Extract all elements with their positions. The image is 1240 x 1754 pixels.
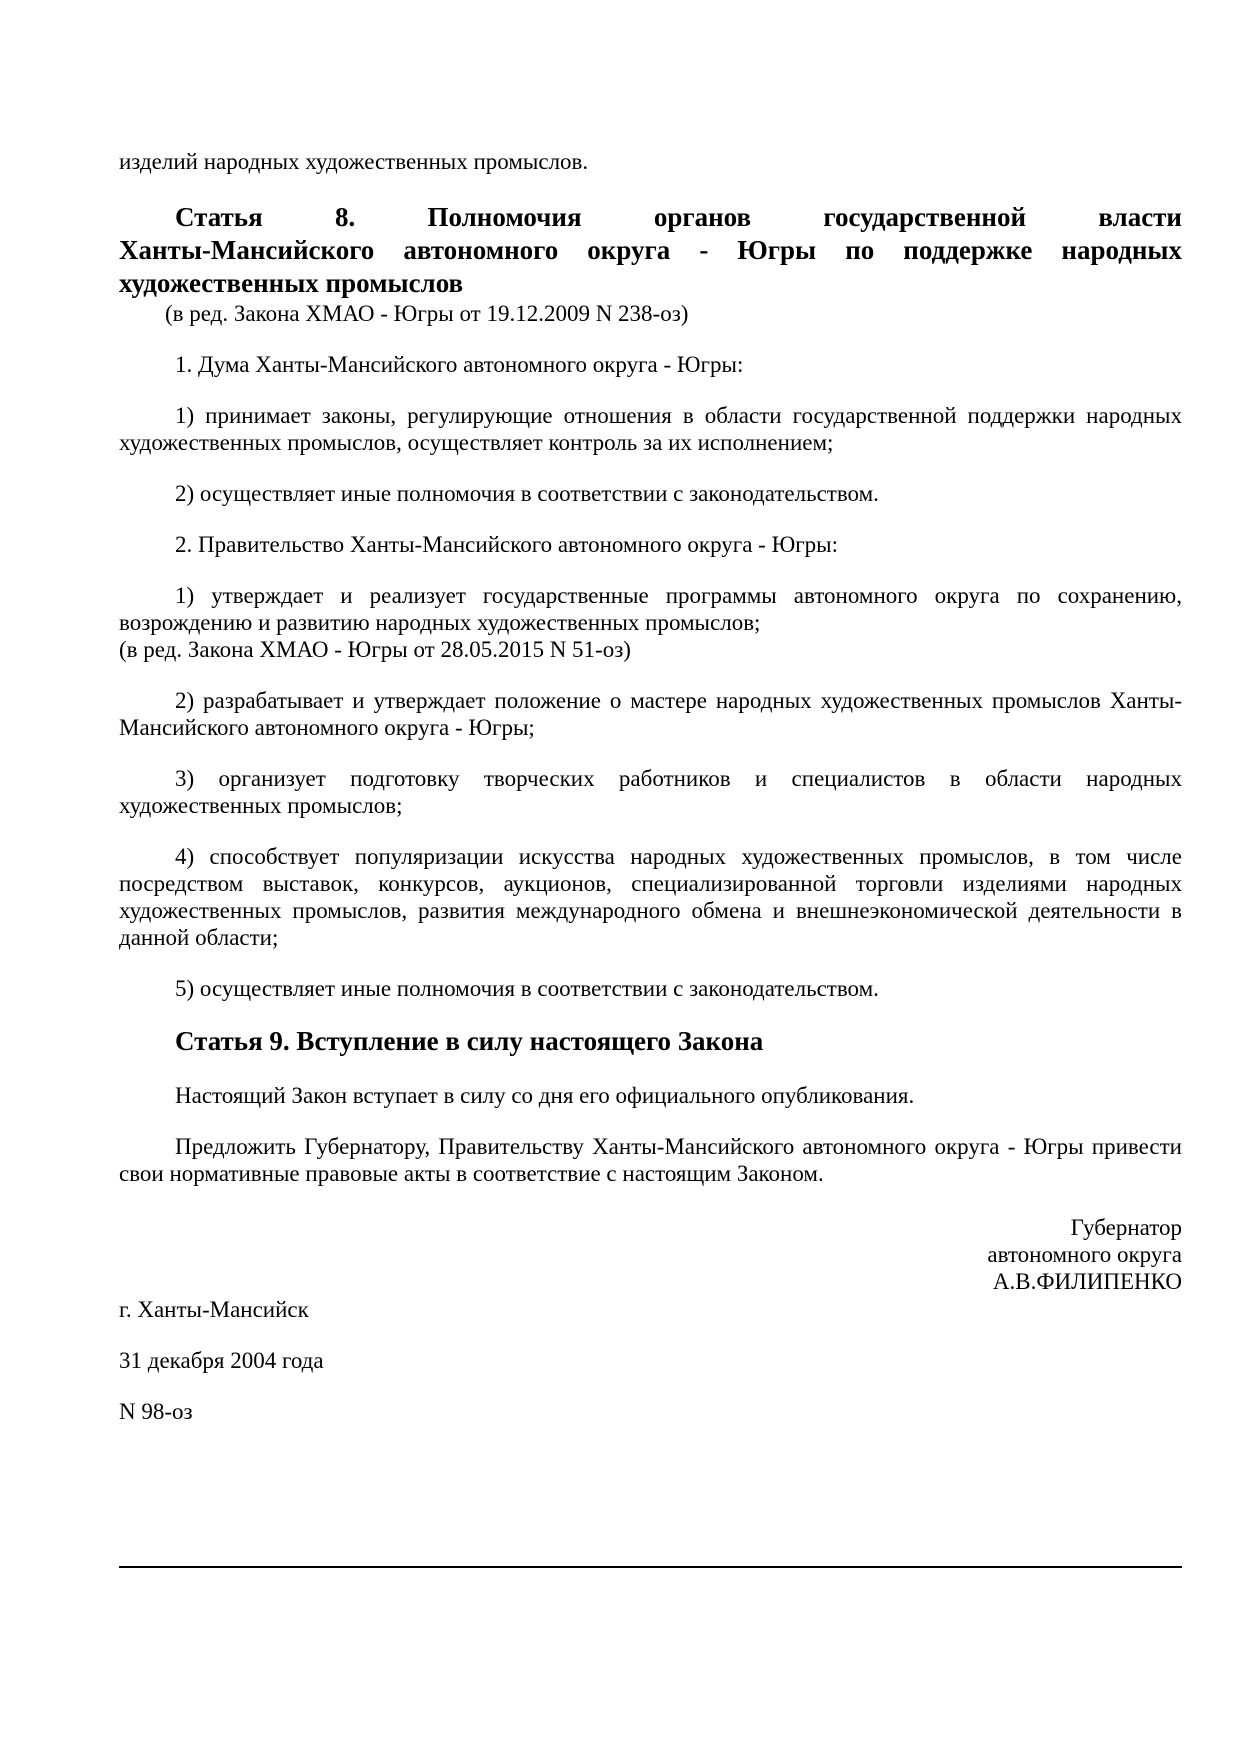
- article-9-heading: Статья 9. Вступление в силу настоящего Закона: [175, 1026, 764, 1056]
- footer-city: г. Ханты-Мансийск: [119, 1297, 309, 1322]
- article-8-clause-2-4: 4) способствует популяризации искусства народных художественных промыслов, в том числе посредством выставок, конкурсов, аукционов, специализированной торговли изделиями народных художественных промыслов, развития международного обмена и внешнеэкономической деятельности в данной области;: [119, 844, 1182, 950]
- article-8-title-line1: Статья 8. Полномочия органов государственной власти: [175, 202, 1182, 232]
- article-9-paragraph-2: Предложить Губернатору, Правительству Ханты-Мансийского автономного округа - Югры привести свои нормативные правовые акты в соответствие с настоящим Законом.: [119, 1134, 1182, 1186]
- footer-number: N 98-оз: [119, 1399, 193, 1424]
- signature-region: автономного округа: [987, 1242, 1182, 1267]
- signature-title: Губернатор: [1070, 1215, 1182, 1240]
- article-8-clause-1-2: 2) осуществляет иные полномочия в соответствии с законодательством.: [175, 481, 879, 506]
- signature-name: А.В.ФИЛИПЕНКО: [992, 1269, 1182, 1294]
- document-page: [119, 148, 1182, 1425]
- article-8-clause-2-5: 5) осуществляет иные полномочия в соответствии с законодательством.: [175, 976, 879, 1001]
- article-8-clause-2: 2. Правительство Ханты-Мансийского автономного округа - Югры:: [175, 532, 839, 557]
- article-8-clause-1-1: 1) принимает законы, регулирующие отношения в области государственной поддержки народных художественных промыслов, осуществляет контроль за их исполнением;: [119, 403, 1182, 455]
- footer-divider: [119, 1566, 1182, 1568]
- article-9-paragraph-1: Настоящий Закон вступает в силу со дня его официального опубликования.: [175, 1083, 915, 1108]
- footer-date: 31 декабря 2004 года: [119, 1348, 324, 1373]
- article-8-clause-2-1-amendment: (в ред. Закона ХМАО - Югры от 28.05.2015 N 51-оз): [119, 637, 631, 662]
- article-8-heading: [119, 201, 1182, 300]
- article-8-clause-1: 1. Дума Ханты-Мансийского автономного округа - Югры:: [175, 352, 744, 377]
- governor-signature-block: [119, 1214, 1182, 1295]
- article-8-amendment: (в ред. Закона ХМАО - Югры от 19.12.2009 N 238-оз): [165, 301, 689, 326]
- continuation-text: изделий народных художественных промыслов.: [119, 149, 589, 174]
- article-8-clause-2-3: 3) организует подготовку творческих работников и специалистов в области народных художественных промыслов;: [119, 766, 1182, 818]
- article-8-title-rest: Ханты-Мансийского автономного округа - Югры по поддержке народных художественных промыслов: [119, 235, 1182, 298]
- article-8-clause-2-1: 1) утверждает и реализует государственные программы автономного округа по сохранению, возрождению и развитию народных художественных промыслов;: [119, 583, 1182, 635]
- article-8-clause-2-2: 2) разрабатывает и утверждает положение о мастере народных художественных промыслов Ханты-Мансийского автономного округа - Югры;: [119, 688, 1182, 740]
